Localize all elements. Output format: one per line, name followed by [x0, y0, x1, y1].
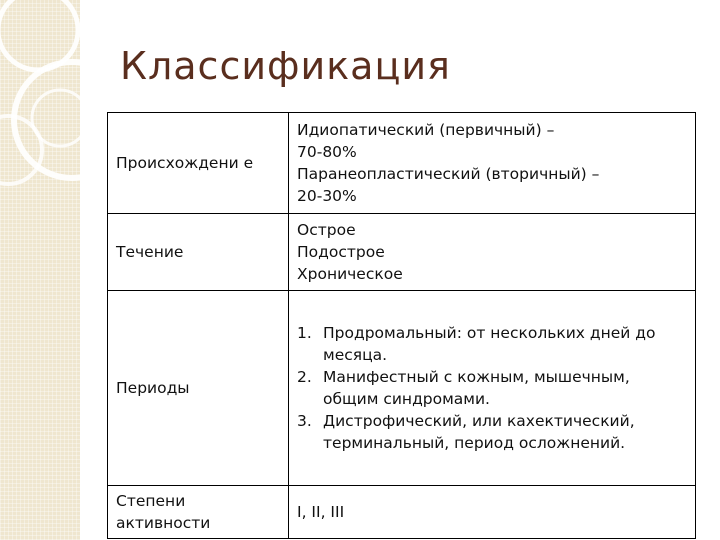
list-item-text: Манифестный с кожным, мышечным, общим синдромами.	[323, 368, 630, 408]
origin-line-2: 70-80%	[297, 143, 357, 161]
list-item	[297, 366, 689, 410]
course-line-3: Хроническое	[297, 265, 403, 283]
periods-list	[297, 322, 689, 454]
table-row-periods	[108, 291, 696, 486]
decorative-side-panel	[0, 0, 80, 540]
row-value-course	[289, 214, 696, 291]
list-item-number: 1.	[297, 324, 312, 342]
origin-line-3: Паранеопластический (вторичный) –	[297, 165, 600, 183]
list-item	[297, 322, 689, 366]
list-item-number: 2.	[297, 368, 312, 386]
row-label-periods: Периоды	[108, 291, 289, 486]
table-row-origin	[108, 113, 696, 214]
course-line-2: Подострое	[297, 243, 385, 261]
row-label-course: Течение	[108, 214, 289, 291]
list-item-text: Дистрофический, или кахектический, терминальный, период осложнений.	[323, 412, 635, 452]
table-row-course	[108, 214, 696, 291]
decorative-rings-graphic	[0, 0, 80, 540]
list-item-number: 3.	[297, 412, 312, 430]
slide-title: Классификация	[120, 44, 451, 88]
list-item-text: Продромальный: от нескольких дней до месяца.	[323, 324, 656, 364]
row-label-origin: Происхождени е	[108, 113, 289, 214]
origin-line-1: Идиопатический (первичный) –	[297, 121, 555, 139]
list-item	[297, 410, 689, 454]
row-value-activity: I, II, III	[289, 486, 696, 539]
classification-table	[107, 112, 696, 539]
table-row-activity	[108, 486, 696, 539]
row-value-origin	[289, 113, 696, 214]
course-line-1: Острое	[297, 221, 356, 239]
origin-line-4: 20-30%	[297, 187, 357, 205]
row-label-activity: Степени активности	[108, 486, 289, 539]
row-value-periods	[289, 291, 696, 486]
